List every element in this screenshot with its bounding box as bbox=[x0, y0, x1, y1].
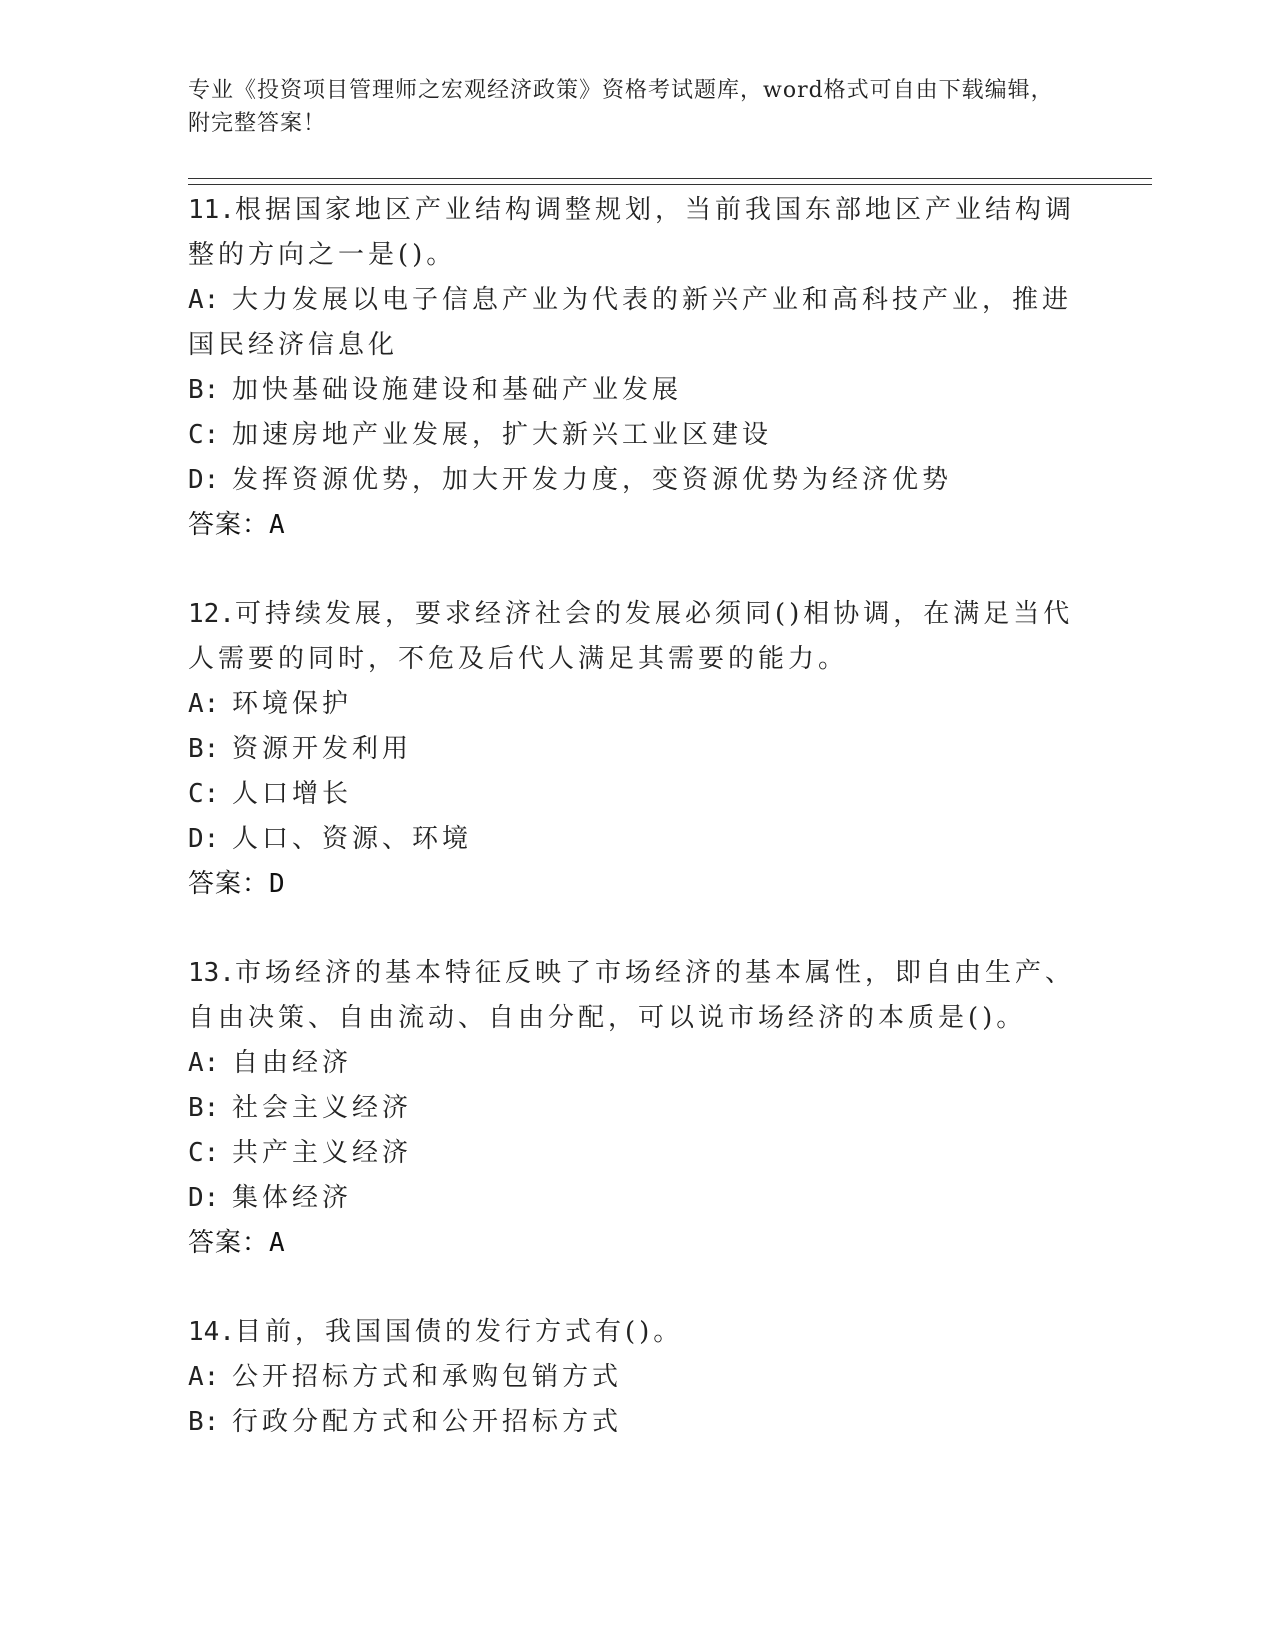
option-a bbox=[188, 278, 1078, 368]
question-number: 13. bbox=[188, 958, 235, 988]
question-stem bbox=[188, 951, 1078, 1041]
answer-line bbox=[188, 503, 1078, 548]
document-header bbox=[188, 74, 1068, 140]
question-text: 根据国家地区产业结构调整规划，当前我国东部地区产业结构调整的方向之一是()。 bbox=[188, 195, 1075, 270]
question-stem bbox=[188, 1310, 1078, 1355]
header-divider-top bbox=[188, 178, 1152, 179]
question-text: 市场经济的基本特征反映了市场经济的基本属性，即自由生产、自由决策、自由流动、自由分配，可以说市场经济的本质是()。 bbox=[188, 958, 1075, 1033]
option-letter: B: bbox=[188, 375, 220, 405]
question-text: 可持续发展，要求经济社会的发展必须同()相协调，在满足当代人需要的同时，不危及后代人满足其需要的能力。 bbox=[188, 599, 1074, 674]
header-divider-bottom bbox=[188, 184, 1152, 185]
option-text: 加快基础设施建设和基础产业发展 bbox=[232, 375, 683, 405]
question-text: 目前，我国国债的发行方式有()。 bbox=[234, 1317, 684, 1347]
option-letter: D: bbox=[188, 824, 220, 854]
question-13 bbox=[188, 951, 1078, 1266]
answer-label: 答案： bbox=[188, 869, 270, 899]
option-letter: C: bbox=[188, 420, 220, 450]
option-text: 大力发展以电子信息产业为代表的新兴产业和高科技产业，推进国民经济信息化 bbox=[188, 285, 1073, 360]
option-letter: A: bbox=[188, 1362, 220, 1392]
option-letter: A: bbox=[188, 689, 220, 719]
answer-value: D bbox=[269, 869, 285, 899]
option-letter: D: bbox=[188, 465, 220, 495]
option-text: 自由经济 bbox=[232, 1048, 353, 1078]
option-d bbox=[188, 817, 1078, 862]
option-letter: A: bbox=[188, 285, 220, 315]
option-text: 发挥资源优势，加大开发力度，变资源优势为经济优势 bbox=[232, 465, 953, 495]
option-text: 集体经济 bbox=[232, 1183, 353, 1213]
answer-line bbox=[188, 862, 1078, 907]
option-letter: B: bbox=[188, 734, 220, 764]
answer-value: A bbox=[269, 1228, 285, 1258]
option-c bbox=[188, 772, 1078, 817]
option-c bbox=[188, 1131, 1078, 1176]
answer-line bbox=[188, 1221, 1078, 1266]
question-stem bbox=[188, 592, 1078, 682]
option-text: 人口增长 bbox=[232, 779, 353, 809]
question-14 bbox=[188, 1310, 1078, 1445]
option-a bbox=[188, 1041, 1078, 1086]
option-text: 人口、资源、环境 bbox=[232, 824, 473, 854]
option-text: 社会主义经济 bbox=[232, 1093, 413, 1123]
option-letter: A: bbox=[188, 1048, 220, 1078]
option-b bbox=[188, 368, 1078, 413]
option-b bbox=[188, 727, 1078, 772]
answer-label: 答案： bbox=[188, 510, 270, 540]
option-text: 公开招标方式和承购包销方式 bbox=[232, 1362, 623, 1392]
answer-value: A bbox=[269, 510, 285, 540]
question-12 bbox=[188, 592, 1078, 907]
question-number: 11. bbox=[188, 195, 235, 225]
option-d bbox=[188, 1176, 1078, 1221]
option-b bbox=[188, 1400, 1078, 1445]
question-number: 12. bbox=[188, 599, 235, 629]
option-a bbox=[188, 682, 1078, 727]
answer-label: 答案： bbox=[188, 1228, 270, 1258]
question-11 bbox=[188, 188, 1078, 548]
question-stem bbox=[188, 188, 1078, 278]
option-text: 行政分配方式和公开招标方式 bbox=[232, 1407, 623, 1437]
option-letter: D: bbox=[188, 1183, 220, 1213]
option-a bbox=[188, 1355, 1078, 1400]
question-number: 14. bbox=[188, 1317, 235, 1347]
question-list bbox=[188, 188, 1078, 1489]
header-text: 专业《投资项目管理师之宏观经济政策》资格考试题库，word格式可自由下载编辑，附完整答案！ bbox=[188, 78, 1054, 136]
option-letter: C: bbox=[188, 779, 220, 809]
option-letter: C: bbox=[188, 1138, 220, 1168]
option-text: 环境保护 bbox=[232, 689, 353, 719]
option-c bbox=[188, 413, 1078, 458]
option-text: 加速房地产业发展，扩大新兴工业区建设 bbox=[232, 420, 773, 450]
option-text: 资源开发利用 bbox=[232, 734, 413, 764]
option-letter: B: bbox=[188, 1407, 220, 1437]
option-text: 共产主义经济 bbox=[232, 1138, 413, 1168]
option-d bbox=[188, 458, 1078, 503]
option-letter: B: bbox=[188, 1093, 220, 1123]
option-b bbox=[188, 1086, 1078, 1131]
